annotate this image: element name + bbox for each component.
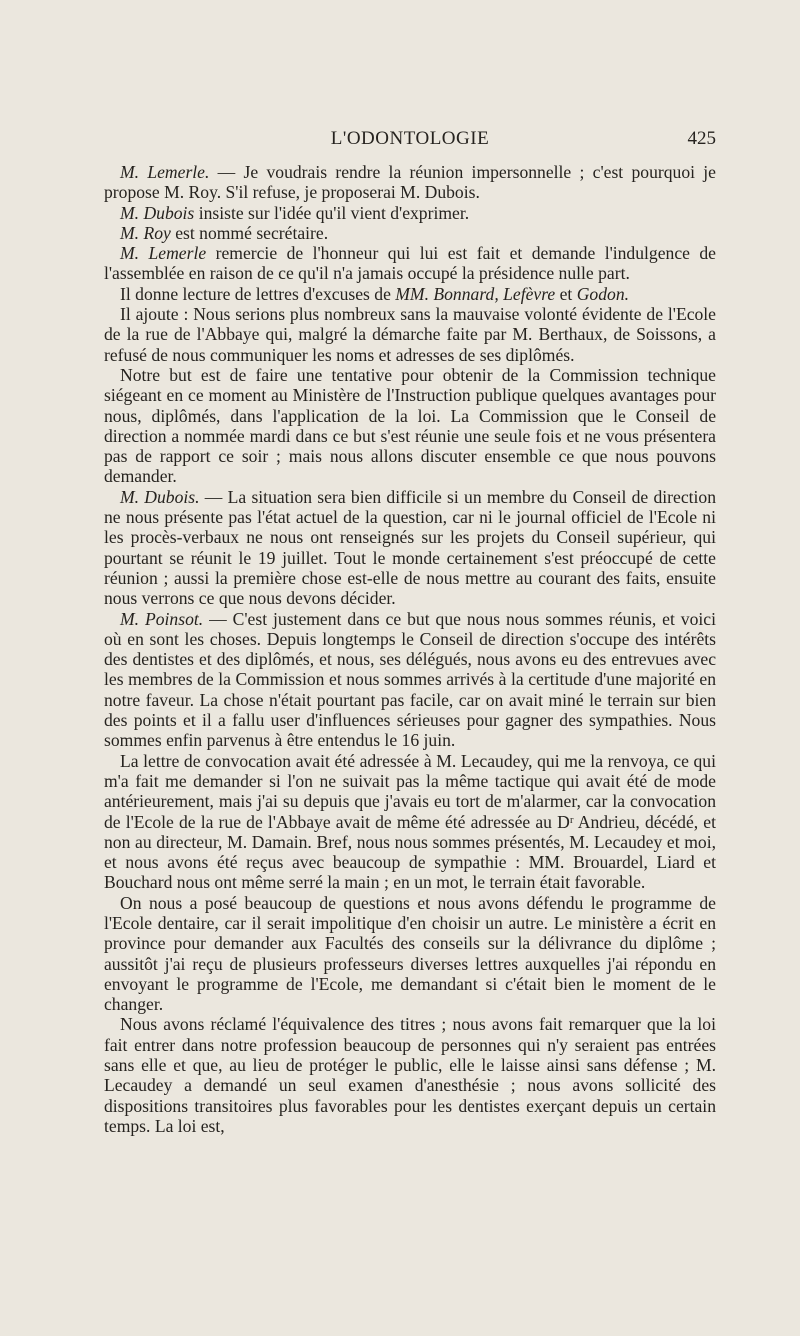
text-run: — C'est justement dans ce but que nous nous sommes réunis, et voici où en sont les choses. Depuis longtemps le Conseil de direction s'occupe des intérêts des dentistes et des diplômés, et nous, ses délégués, nous avons eu des entrevues avec les membres de la Commission et nous sommes arrivés à la certitude d'une majorité en notre faveur. La chose n'était pourtant pas facile, car on avait miné le terrain sur bien des points et il a fallu user d'influences sérieuses pour gagner des sympathies. Nous sommes enfin parvenus à être entendus le 16 juin. bbox=[104, 608, 716, 751]
paragraph bbox=[104, 609, 716, 751]
italic-names: MM. Bonnard, Lefèvre bbox=[395, 283, 556, 304]
speaker-name: M. Lemerle bbox=[120, 243, 207, 264]
page-number: 425 bbox=[687, 128, 716, 149]
text-run: La lettre de convocation avait été adressée à M. Lecaudey, qui me la renvoya, ce qui m'a fait me demander si l'on ne suivait pas la même tactique qui avait été de mode antérieurement, mais j'ai su depuis que j'avais eu tort de m'alarmer, car la convocation de l'Ecole de la rue de l'Abbaye avait de même été adressée au Dʳ Andrieu, décédé, et non au directeur, M. Damain. Bref, nous nous sommes présentés, M. Lecaudey et moi, et nous avons été reçus avec beaucoup de sympathie : MM. Brouardel, Liard et Bouchard nous ont même serré la main ; en un mot, le terrain était favorable. bbox=[104, 750, 716, 893]
paragraph bbox=[104, 304, 716, 365]
italic-names: Godon. bbox=[576, 283, 630, 304]
paragraph bbox=[104, 487, 716, 609]
speaker-name: M. Poinsot. bbox=[120, 608, 204, 629]
paragraph bbox=[104, 1014, 716, 1136]
paragraph bbox=[104, 365, 716, 487]
text-run: insiste sur l'idée qu'il vient d'exprimer. bbox=[194, 202, 470, 223]
text-run: Nous avons réclamé l'équivalence des titres ; nous avons fait remarquer que la loi fait entrer dans notre profession beaucoup de personnes qui n'y seraient pas entrées sans elle et que, au lieu de protéger le public, elle le laisse ainsi sans défense ; M. Lecaudey a demandé un seul examen d'anesthésie ; nous avons sollicité des dispositions transitoires plus favorables pour les dentistes exerçant depuis un certain temps. La loi est, bbox=[104, 1014, 716, 1136]
text-run: et bbox=[555, 283, 577, 304]
text-run: — Je voudrais rendre la réunion impersonnelle ; c'est pourquoi je propose M. Roy. S'il refuse, je proposerai M. Dubois. bbox=[104, 162, 716, 203]
paragraph bbox=[104, 893, 716, 1015]
running-title: L'ODONTOLOGIE bbox=[330, 128, 490, 149]
text-run: Notre but est de faire une tentative pour obtenir de la Commission technique siégeant en ce moment au Ministère de l'Instruction publique quelques avantages pour nous, diplômés, dans l'application de la loi. La Commission que le Conseil de direction a nommée mardi dans ce but s'est réunie une seule fois et ne vous présentera pas de rapport ce soir ; mais nous allons discuter ensemble ce que nous pouvons demander. bbox=[104, 364, 716, 487]
paragraph bbox=[104, 284, 716, 304]
speaker-name: M. Dubois. bbox=[120, 486, 200, 507]
paragraph bbox=[104, 203, 716, 223]
text-run: est nommé secrétaire. bbox=[170, 222, 329, 243]
speaker-name: M. Dubois bbox=[120, 202, 195, 223]
speaker-name: M. Roy bbox=[120, 222, 171, 243]
paragraph bbox=[104, 223, 716, 243]
text-run: On nous a posé beaucoup de questions et nous avons défendu le programme de l'Ecole dentaire, car il serait impolitique d'en choisir un autre. Le ministère a écrit en province pour demander aux Facultés des conseils sur la délivrance du diplôme ; aussitôt j'ai reçu de plusieurs professeurs diverses lettres auxquelles j'ai répondu en envoyant le programme de l'Ecole, me demandant si c'était bien le moment de le changer. bbox=[104, 892, 716, 1015]
text-run: Il ajoute : Nous serions plus nombreux sans la mauvaise volonté évidente de l'Ecole de la rue de l'Abbaye qui, malgré la démarche faite par M. Berthaux, de Soissons, a refusé de nous communiquer les noms et adresses de ses diplômés. bbox=[104, 304, 716, 365]
speaker-name: M. Lemerle. bbox=[120, 162, 210, 182]
paragraph bbox=[104, 243, 716, 284]
text-run: remercie de l'honneur qui lui est fait et demande l'indulgence de l'assemblée en raison de ce qu'il n'a jamais occupé la présidence nulle part. bbox=[104, 243, 716, 284]
paragraph bbox=[104, 751, 716, 893]
page-header bbox=[104, 128, 716, 156]
body-text bbox=[104, 162, 716, 1136]
text-run: Il donne lecture de lettres d'excuses de bbox=[120, 283, 396, 304]
text-run: — La situation sera bien difficile si un membre du Conseil de direction ne nous présente pas l'état actuel de la question, car ni le journal officiel de l'Ecole ni les procès-verbaux ne nous ont renseignés sur les projets du Conseil supérieur, qui pourtant se réunit le 19 juillet. Tout le monde certainement s'est préoccupé de cette réunion ; aussi la première chose est-elle de nous mettre au courant des faits, ensuite nous verrons ce que nous devons décider. bbox=[104, 486, 717, 609]
paragraph bbox=[104, 162, 716, 203]
